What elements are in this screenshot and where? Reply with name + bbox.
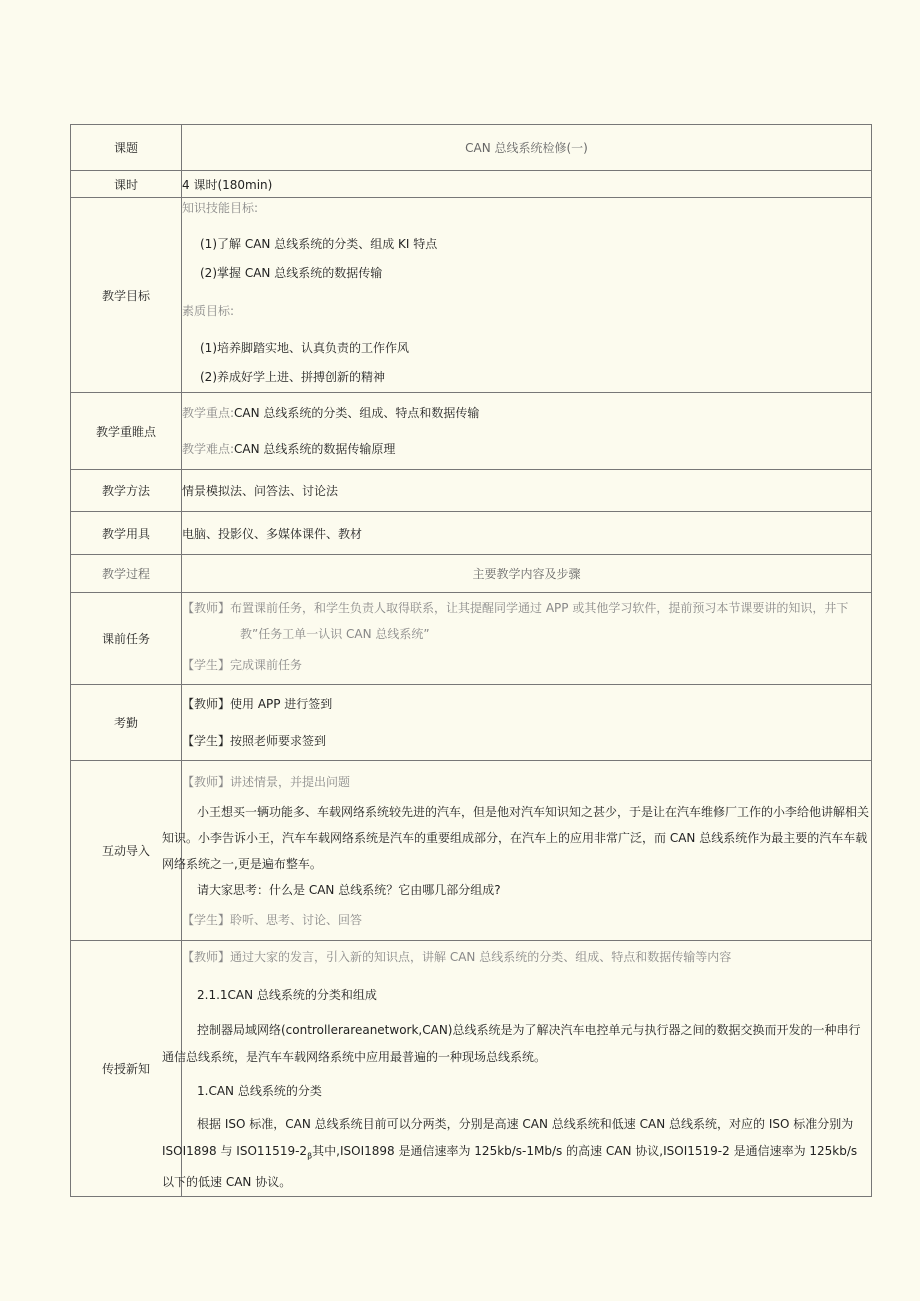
label-attendance: 考勤 (71, 685, 182, 761)
intro-teacher-tag: 【教师】 (182, 774, 231, 789)
hours-value: 4 课时(180min) (182, 171, 872, 198)
row-intro (71, 761, 872, 941)
section-heading: 2.1.1CAN 总线系统的分类和组成 (197, 988, 377, 1002)
lesson-plan-table (70, 124, 872, 1197)
tools-value: 电脑、投影仪、多媒体课件、教材 (182, 512, 872, 555)
pre-task-student (182, 647, 871, 683)
classification-subscript: β (307, 1151, 313, 1161)
difficult-point (182, 431, 871, 467)
difficult-point-tag: 教学难点: (182, 442, 235, 456)
row-topic (71, 125, 872, 171)
row-hours (71, 171, 872, 198)
quality-goal-heading: 素质目标: (182, 304, 235, 318)
paragraph-can-definition: 控制器局域网络(controllerareanetwork,CAN)总线系统是为了解决汽车电控单元与执行器之间的数据交换而开发的一种串行通信总线系统，是汽车车载网络系统中应用最普遍的一种现场总线系统。 (162, 1023, 861, 1064)
new-knowledge-content (162, 941, 872, 1197)
subsection-heading: 1.CAN 总线系统的分类 (197, 1084, 322, 1098)
goals-content (182, 198, 872, 393)
label-key-points: 教学重睢点 (71, 393, 182, 470)
quality-goal-1: (1)培养脚踏实地、认真负责的工作作风 (200, 341, 409, 355)
row-pre-task (71, 593, 872, 685)
row-new-knowledge (71, 941, 872, 1197)
intro-teacher-text: 讲述情景，并提出问题 (230, 774, 351, 789)
pre-task-student-tag: 【学生】 (182, 657, 231, 672)
label-tools: 教学用具 (71, 512, 182, 555)
label-topic: 课题 (71, 125, 182, 171)
label-goals: 教学目标 (71, 198, 182, 393)
key-point-tag: 教学重点: (182, 406, 235, 420)
pre-task-teacher-text: 布置课前任务，和学生负责人取得联系，让其提醒同学通过 APP 或其他学习软件，提前预习本节课要讲的知识，井下教”任务工单一认识 CAN 总线系统” (230, 600, 849, 641)
pre-task-teacher (182, 595, 871, 647)
row-goals (71, 198, 872, 393)
new-knowledge-teacher-tag: 【教师】 (182, 950, 231, 964)
intro-content (162, 761, 872, 941)
new-knowledge-teacher (182, 941, 871, 973)
process-header-right: 主要教学内容及步骤 (182, 555, 872, 593)
row-method (71, 470, 872, 512)
intro-story: 小王想买一辆功能多、车载网络系统较先进的汽车，但是他对汽车知识知之甚少，于是让在汽车维修厂工作的小李给他讲解相关知识。小李告诉小王，汽车车载网络系统是汽车的重要组成部分，在汽车上的应用非常广泛，而 CAN 总线系统作为最主要的汽车车载网络系统之一,更是遍布整车。 (162, 804, 870, 871)
knowledge-goal-2: (2)掌握 CAN 总线系统的数据传输 (200, 266, 383, 280)
row-tools (71, 512, 872, 555)
process-header-left: 教学过程 (71, 555, 182, 593)
label-intro: 互动导入 (71, 761, 182, 941)
intro-teacher (182, 765, 871, 799)
label-hours: 课时 (71, 171, 182, 198)
attendance-student: 【学生】按照老师要求签到 (182, 733, 327, 748)
quality-goal-2: (2)养成好学上进、拼搏创新的精神 (200, 370, 385, 384)
key-points-content (182, 393, 872, 470)
attendance-teacher: 【教师】使用 APP 进行签到 (182, 696, 333, 711)
row-process-header (71, 555, 872, 593)
row-key-points (71, 393, 872, 470)
knowledge-goal-heading: 知识技能目标: (182, 201, 259, 215)
classification-text-a: 根据 ISO 标准，CAN 总线系统目前可以分两类，分别是高速 CAN 总线系统和低速 CAN 总线系统，对应的 ISO 标准分别为 ISOI1898 与 ISO11519-2 (162, 1117, 854, 1158)
intro-student (182, 903, 871, 937)
row-attendance (71, 685, 872, 761)
label-pre-task: 课前任务 (71, 593, 182, 685)
difficult-point-text: CAN 总线系统的数据传输原理 (234, 442, 396, 456)
label-new-knowledge: 传授新知 (71, 941, 182, 1197)
paragraph-can-classification (162, 1111, 871, 1196)
method-value: 情景模拟法、问答法、讨论法 (182, 470, 872, 512)
classification-text-b: 其中,ISOI1898 是通信速率为 125kb/s-1Mb/s 的高速 CAN 协议,ISOI1519-2 是通信速率为 125kb/s 以下的低速 CAN 协议。 (162, 1144, 858, 1190)
intro-student-tag: 【学生】 (182, 912, 231, 927)
key-point-text: CAN 总线系统的分类、组成、特点和数据传输 (234, 406, 480, 420)
pre-task-student-text: 完成课前任务 (230, 657, 303, 672)
intro-question: 请大家思考：什么是 CAN 总线系统？它由哪几部分组成? (197, 882, 501, 897)
lesson-title: CAN 总线系统检修(一) (182, 125, 872, 171)
pre-task-content (182, 593, 872, 685)
pre-task-teacher-tag: 【教师】 (182, 600, 231, 615)
new-knowledge-teacher-text: 通过大家的发言，引入新的知识点，讲解 CAN 总线系统的分类、组成、特点和数据传输等内容 (230, 950, 732, 964)
intro-student-text: 聆听、思考、讨论、回答 (230, 912, 363, 927)
knowledge-goal-1: (1)了解 CAN 总线系统的分类、组成 KI 特点 (200, 237, 438, 251)
key-point (182, 395, 871, 431)
attendance-content (182, 685, 872, 761)
label-method: 教学方法 (71, 470, 182, 512)
